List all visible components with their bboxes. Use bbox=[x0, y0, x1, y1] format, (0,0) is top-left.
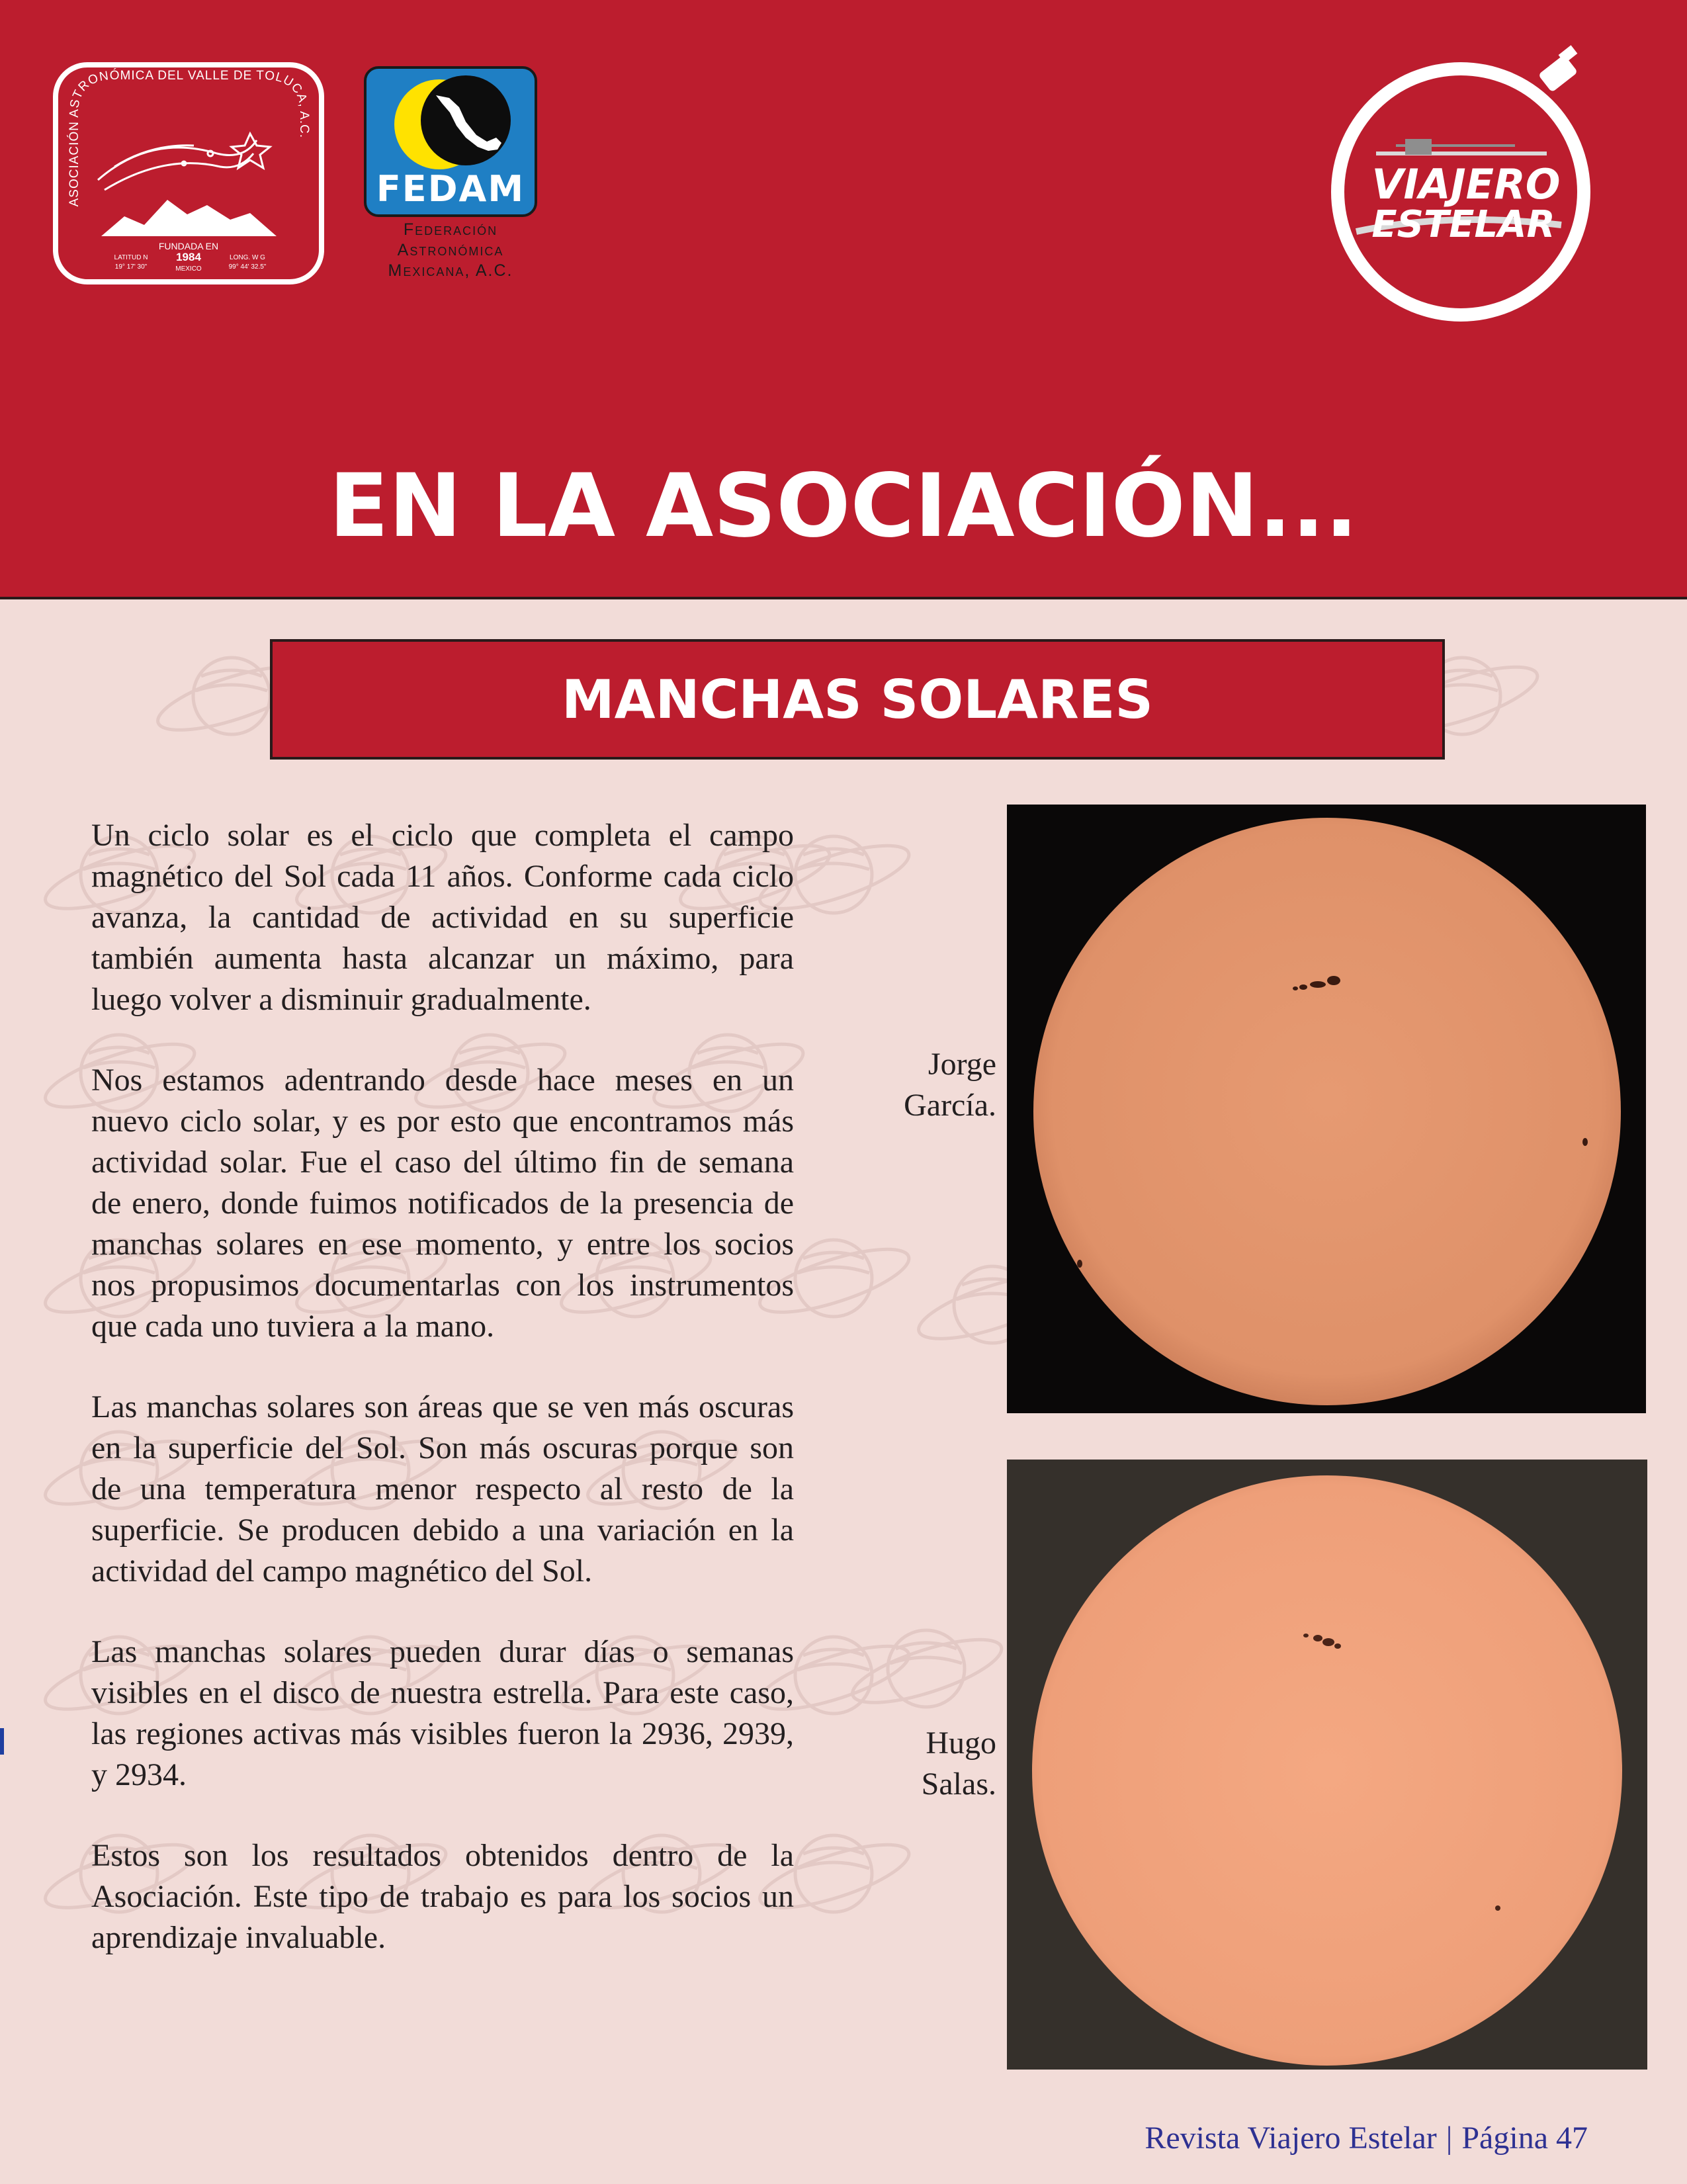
caption-line: García. bbox=[904, 1088, 996, 1123]
estelar-word: ESTELAR bbox=[1371, 203, 1555, 246]
viajero-word: VIAJERO bbox=[1371, 160, 1561, 208]
founded-year: 1984 bbox=[176, 251, 201, 263]
article-paragraph: Nos estamos adentrando desde hace meses en un nuevo ciclo solar, y es por esto que encontramos más actividad solar. Fue el caso del último fin de semana de enero, donde fuimos notificados de la presencia de manchas solares en ese momento, y entre los socios nos propusimos documentarlas con los instrumentos que cada uno tuviera a la mano. bbox=[91, 1063, 794, 1344]
fedam-sub-line-2: Astronómica bbox=[397, 241, 504, 259]
photo-caption-1 bbox=[847, 1044, 996, 1126]
footer-magazine-name: Revista Viajero Estelar bbox=[1145, 2120, 1437, 2156]
caption-line: Jorge bbox=[928, 1047, 996, 1082]
latitude-label: LATITUD N bbox=[114, 254, 148, 261]
viajero-estelar-logo bbox=[1317, 40, 1608, 344]
latitude-value: 19° 17' 30" bbox=[114, 263, 148, 271]
mexico-moon-icon bbox=[367, 69, 537, 175]
caption-line: Salas. bbox=[921, 1767, 996, 1802]
ring-text: ASOCIACIÓN ASTRONÓMICA DEL VALLE DE TOLUCA, A.C. bbox=[67, 68, 311, 207]
sun-photo-hugo-salas bbox=[1007, 1460, 1647, 2070]
article-body bbox=[91, 815, 794, 1998]
sun-disc-image bbox=[1007, 805, 1646, 1413]
fedam-wordmark: FEDAM bbox=[376, 168, 525, 210]
article-paragraph: Las manchas solares son áreas que se ven más oscuras en la superficie del Sol. Son más oscuras porque son de una temperatura menor respecto al resto de la superficie. Se producen debido a una variación en la actividad del campo magnético del Sol. bbox=[91, 1389, 794, 1589]
founded-place: MEXICO bbox=[175, 265, 202, 273]
comet-volcano-icon bbox=[98, 134, 277, 236]
founded-label: FUNDADA EN bbox=[158, 241, 219, 251]
fedam-subtitle bbox=[351, 220, 550, 281]
caption-line: Hugo bbox=[926, 1725, 996, 1761]
photo-caption-2 bbox=[847, 1723, 996, 1805]
asociacion-logo bbox=[52, 61, 325, 286]
page-title: EN LA ASOCIACIÓN... bbox=[329, 455, 1358, 557]
header-banner bbox=[0, 0, 1687, 599]
fedam-logo bbox=[364, 66, 537, 284]
section-title: MANCHAS SOLARES bbox=[562, 669, 1153, 730]
footer-separator: | bbox=[1446, 2120, 1453, 2156]
article-paragraph: Estos son los resultados obtenidos dentro de la Asociación. Este tipo de trabajo es para los socios un aprendizaje invaluable. bbox=[91, 1838, 794, 1955]
fedam-sub-line-1: Federación bbox=[403, 220, 498, 239]
page-footer bbox=[1059, 2117, 1588, 2160]
longitude-label: LONG. W G bbox=[230, 254, 265, 261]
article-paragraph: Las manchas solares pueden durar días o semanas visibles en el disco de nuestra estrella. Para este caso, las regiones activas más visibles fueron la 2936, 2939, y 2934. bbox=[91, 1634, 794, 1792]
footer-page-number: Página 47 bbox=[1461, 2120, 1588, 2156]
sun-disc-image bbox=[1007, 1460, 1647, 2070]
fedam-sub-line-3: Mexicana, A.C. bbox=[388, 261, 513, 280]
sun-photo-jorge-garcia bbox=[1007, 805, 1646, 1413]
article-paragraph: Un ciclo solar es el ciclo que completa el campo magnético del Sol cada 11 años. Conforme cada ciclo avanza, la cantidad de actividad en su superficie también aumenta hasta alcanzar un máximo, para luego volver a disminuir gradualmente. bbox=[91, 818, 794, 1017]
page-edge-mark bbox=[0, 1728, 4, 1755]
longitude-value: 99° 44' 32.5" bbox=[228, 263, 267, 271]
section-heading-box bbox=[270, 639, 1445, 760]
fedam-badge bbox=[364, 66, 537, 217]
svg-text:ASOCIACIÓN ASTRONÓMICA DEL VAL bbox=[67, 68, 311, 206]
